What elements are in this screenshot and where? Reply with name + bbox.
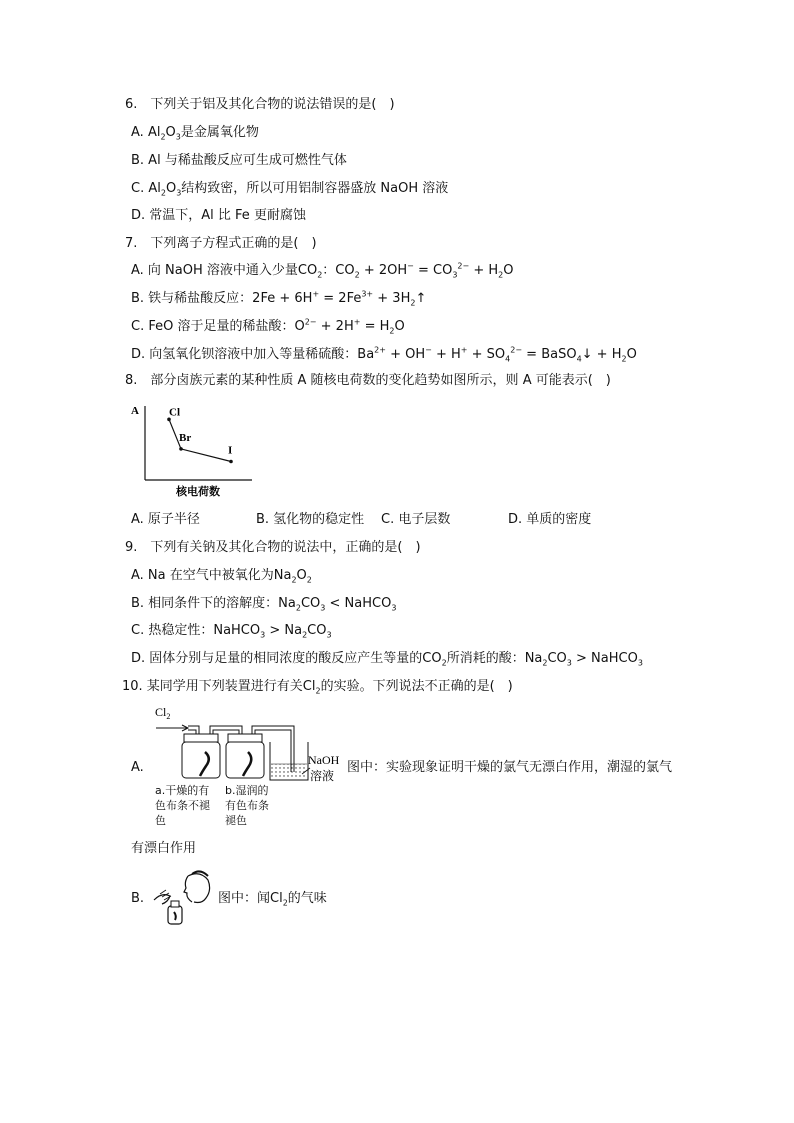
bottle-b-caption-2: 有色布条: [225, 799, 269, 812]
q8-stem: 8. 部分卤族元素的某种性质 A 随核电荷数的变化趋势如图所示，则 A 可能表示( ): [125, 373, 611, 388]
cl2-label: $Cl_2$: [155, 705, 171, 721]
q7-stem: 7. 下列离子方程式正确的是( ): [125, 236, 317, 251]
q8-option-b: B. 氢化物的稳定性: [256, 512, 365, 527]
q7-option-b: B. 铁与稀盐酸反应：$2Fe + 6H^+ = 2Fe^{3+}$ + $3H_2↑$: [131, 289, 427, 308]
q10-option-b-label: B.: [131, 891, 145, 906]
q6-stem: 6. 下列关于铝及其化合物的说法错误的是( ): [125, 97, 395, 112]
q9-option-a: A. Na 在空气中被氧化为$Na_2O_2$: [131, 568, 312, 585]
x-axis-label: 核电荷数: [176, 485, 220, 498]
q10-option-a-label: A.: [131, 760, 144, 775]
y-axis-label: A: [131, 405, 139, 417]
bottle-a-caption-1: a.干燥的有: [155, 784, 210, 797]
point-label-cl: Cl: [169, 406, 180, 419]
stopper-b: [228, 734, 262, 742]
q8-option-d: D. 单质的密度: [508, 512, 592, 527]
naoh-liquid: [271, 764, 307, 779]
q6-option-c: C. $Al_2O_3$结构致密，所以可用铝制容器盛放 NaOH 溶液: [131, 181, 449, 198]
stopper-a: [184, 734, 218, 742]
point-label-br: Br: [179, 431, 192, 444]
q9-option-b: B. 相同条件下的溶解度：$Na_2CO_3$ < NaHCO$_3$: [131, 596, 397, 613]
bottle-a-caption-2: 色布条不褪: [155, 799, 210, 812]
q7-option-c: C. FeO 溶于足量的稀盐酸：$O^{2-} + 2H^+ = H_2O$: [131, 317, 405, 336]
q10-option-a-text-2: 有漂白作用: [131, 841, 197, 856]
q8-chart: [128, 398, 268, 502]
q6-option-b: B. Al 与稀盐酸反应可生成可燃性气体: [131, 153, 347, 168]
q9-option-d: D. 固体分别与足量的相同浓度的酸反应产生等量的$CO_2$所消耗的酸：$Na_2CO_3$ > NaHCO$_3$: [131, 651, 643, 668]
naoh-label-2: 溶液: [310, 769, 335, 783]
q8-option-a: A. 原子半径: [131, 512, 200, 527]
bottle-b-caption-3: 褪色: [225, 814, 247, 827]
q10-stem: 10. 某同学用下列装置进行有关$Cl_2$的实验。下列说法不正确的是( ): [122, 679, 513, 696]
smell-gas-illustration: [148, 866, 214, 928]
q8-option-c: C. 电子层数: [381, 512, 451, 527]
q9-option-c: C. 热稳定性：NaHCO$_3$ > $Na_2CO_3$: [131, 623, 332, 640]
data-point-br: [179, 447, 183, 451]
q10-option-b-text: 图中：闻$Cl_2$的气味: [218, 891, 327, 908]
bottle-b-caption-1: b.湿润的: [225, 784, 269, 797]
point-label-i: I: [228, 444, 233, 457]
q10-apparatus: [150, 702, 350, 784]
q6-option-a: A. $Al_2O_3$是金属氧化物: [131, 125, 259, 142]
face: [184, 876, 192, 902]
q6-option-d: D. 常温下，Al 比 Fe 更耐腐蚀: [131, 208, 306, 223]
q7-option-a: A. 向 NaOH 溶液中通入少量$CO_2$：$CO_2 + 2OH^- = CO_3^{2-} + H_2O$: [131, 261, 514, 280]
head: [188, 874, 210, 903]
q7-option-d: D. 向氢氧化钡溶液中加入等量稀硫酸：$Ba^{2+} + OH^- + H^+ + SO_4^{2-}$ = BaSO$_4$↓ + $H_2O$: [131, 345, 637, 364]
q9-stem: 9. 下列有关钠及其化合物的说法中，正确的是( ): [125, 540, 421, 555]
naoh-label: NaOH: [308, 753, 340, 767]
q10-option-a-text: 图中：实验现象证明干燥的氯气无漂白作用，潮湿的氯气: [347, 760, 673, 775]
data-point-i: [229, 460, 233, 464]
hand: [154, 895, 170, 904]
bottle-a-caption-3: 色: [155, 814, 166, 827]
